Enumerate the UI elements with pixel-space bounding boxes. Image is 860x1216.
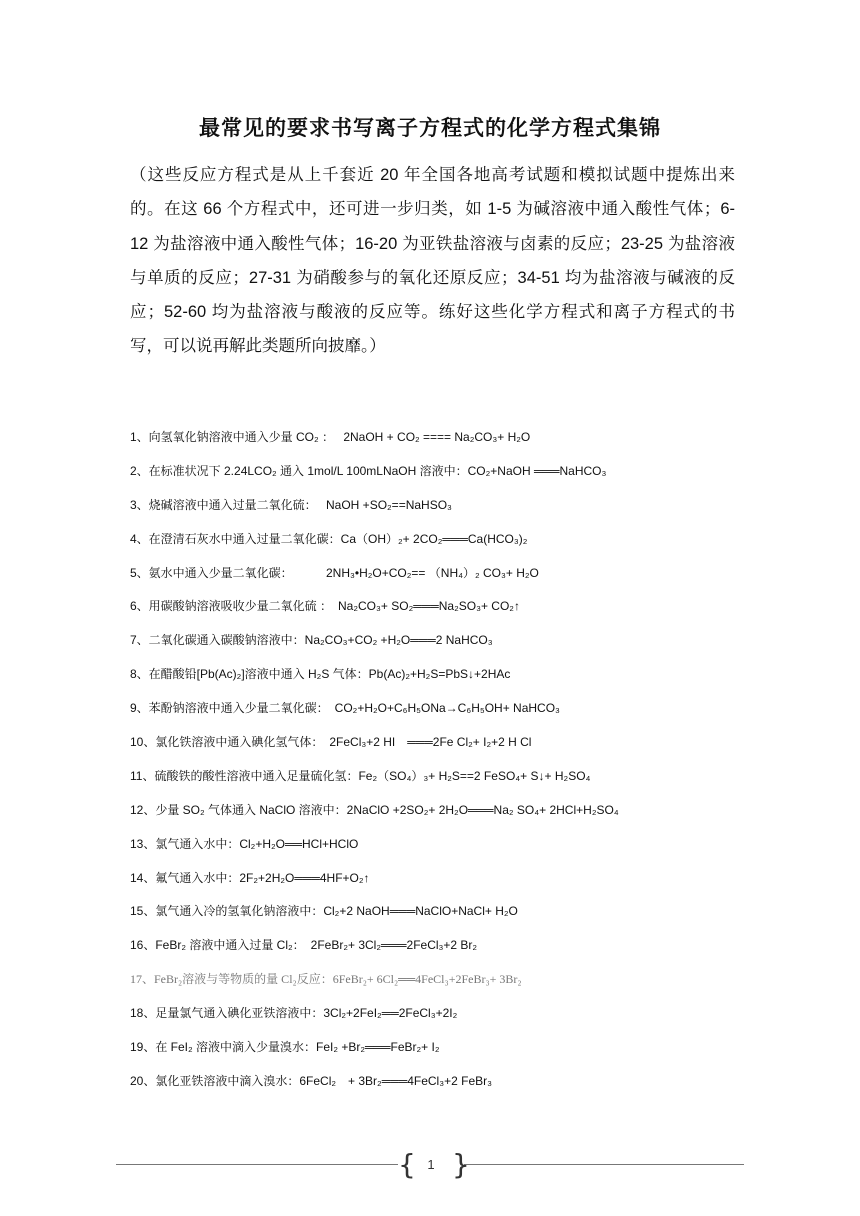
- right-brace-icon: }: [452, 1148, 470, 1181]
- equation-item: 9、苯酚钠溶液中通入少量二氧化碳： CO₂+H₂O+C₆H₅ONa→C₆H₅OH+ NaHCO₃: [130, 701, 560, 716]
- intro-paragraph: （这些反应方程式是从上千套近 20 年全国各地高考试题和模拟试题中提炼出来的。在这 66 个方程式中，还可进一步归类，如 1-5 为碱溶液中通入酸性气体；6-12 为盐溶液中通入酸性气体；16-20 为亚铁盐溶液与卤素的反应；23-25 为盐溶液与单质的反应；27-31 为硝酸参与的氧化还原反应；34-51 均为盐溶液与碱液的反应；52-60 均为盐溶液与酸液的反应等。练好这些化学方程式和离子方程式的书写，可以说再解此类题所向披靡。）: [130, 166, 735, 356]
- equation-item: 18、足量氯气通入碘化亚铁溶液中：3Cl₂+2FeI₂══2FeCl₃+2I₂: [130, 1006, 458, 1021]
- equation-item: 13、氯气通入水中：Cl₂+H₂O══HCl+HClO: [130, 836, 359, 851]
- left-brace-icon: {: [398, 1148, 416, 1181]
- equation-item: 14、氟气通入水中：2F₂+2H₂O═══4HF+O₂↑: [130, 870, 370, 885]
- equation-item: 5、氨水中通入少量二氧化碳： 2NH₃•H₂O+CO₂== （NH₄）₂ CO₃+ H₂O: [130, 565, 539, 580]
- equation-item: 8、在醋酸铅[Pb(Ac)₂]溶液中通入 H₂S 气体：Pb(Ac)₂+H₂S=PbS↓+2HAc: [130, 667, 511, 682]
- equation-item: 4、在澄清石灰水中通入过量二氧化碳：Ca（OH）₂+ 2CO₂═══Ca(HCO₃)₂: [130, 531, 528, 546]
- equation-list: [130, 426, 770, 1104]
- page-title: 最常见的要求书写离子方程式的化学方程式集锦: [199, 116, 661, 140]
- equation-item: 17、FeBr₂溶液与等物质的量 Cl₂反应：6FeBr₂+ 6Cl₂══4FeCl₃+2FeBr₃+ 3Br₂: [130, 972, 522, 987]
- equation-item: 19、在 FeI₂ 溶液中滴入少量溴水：FeI₂ +Br₂═══FeBr₂+ I₂: [130, 1040, 440, 1055]
- equation-item: 1、向氢氧化钠溶液中通入少量 CO₂ ： 2NaOH + CO₂ ==== Na₂CO₃+ H₂O: [130, 430, 531, 444]
- equation-item: 12、少量 SO₂ 气体通入 NaClO 溶液中：2NaClO +2SO₂+ 2H₂O═══Na₂ SO₄+ 2HCl+H₂SO₄: [130, 802, 619, 817]
- equation-item: 2、在标准状况下 2.24LCO₂ 通入 1mol/L 100mLNaOH 溶液中：CO₂+NaOH ═══NaHCO₃: [130, 463, 607, 478]
- footer-divider-right: [464, 1164, 744, 1165]
- page-number: 1: [427, 1157, 435, 1172]
- equation-item: 11、硫酸铁的酸性溶液中通入足量硫化氢：Fe₂（SO₄）₃+ H₂S==2 FeSO₄+ S↓+ H₂SO₄: [130, 768, 591, 783]
- equation-item: 15、氯气通入冷的氢氧化钠溶液中：Cl₂+2 NaOH═══NaClO+NaCl+ H₂O: [130, 904, 518, 919]
- equation-item: 3、烧碱溶液中通入过量二氧化硫： NaOH +SO₂==NaHSO₃: [130, 497, 452, 512]
- equation-item: 6、用碳酸钠溶液吸收少量二氧化硫 ： Na₂CO₃+ SO₂═══Na₂SO₃+ CO₂↑: [130, 599, 520, 614]
- equation-item: 7、二氧化碳通入碳酸钠溶液中：Na₂CO₃+CO₂ +H₂O═══2 NaHCO₃: [130, 633, 493, 648]
- equation-item: 20、氯化亚铁溶液中滴入溴水：6FeCl₂ + 3Br₂═══4FeCl₃+2 FeBr₃: [130, 1073, 492, 1088]
- footer-divider-left: [116, 1164, 398, 1165]
- equation-item: 10、氯化铁溶液中通入碘化氢气体： 2FeCl₃+2 HI ═══2Fe Cl₂+ I₂+2 H Cl: [130, 735, 532, 750]
- equation-item: 16、FeBr₂ 溶液中通入过量 Cl₂： 2FeBr₂+ 3Cl₂═══2FeCl₃+2 Br₂: [130, 938, 478, 953]
